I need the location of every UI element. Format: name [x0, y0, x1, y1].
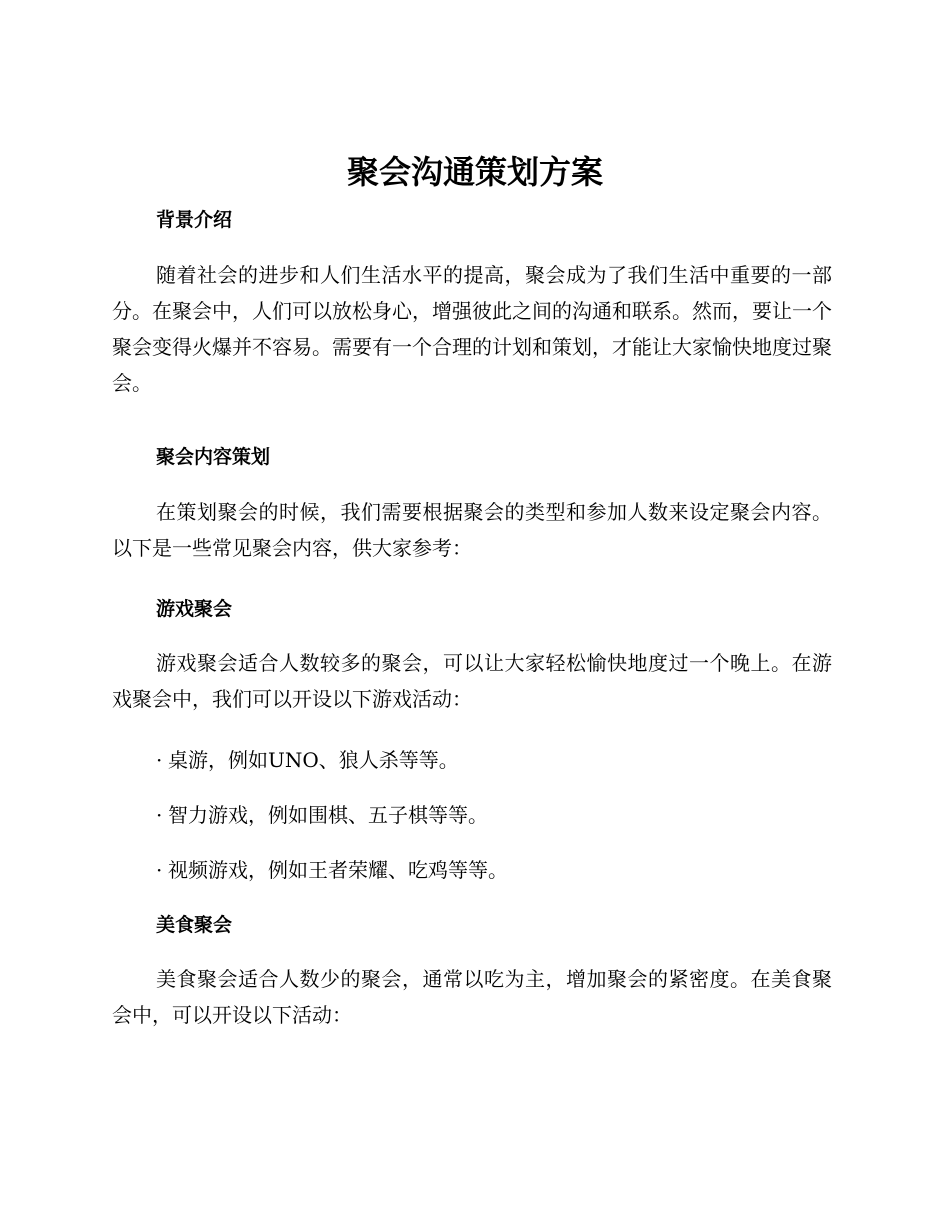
section-heading-game-party: 游戏聚会	[156, 598, 233, 620]
paragraph-game-party: 游戏聚会适合人数较多的聚会，可以让大家轻松愉快地度过一个晚上。在游戏聚会中，我们可以开设以下游戏活动：	[112, 651, 832, 711]
list-item	[156, 746, 459, 774]
list-item-text: 视频游戏，例如王者荣耀、吃鸡等等。	[168, 858, 508, 882]
list-item	[156, 801, 488, 829]
list-item-text: 智力游戏，例如围棋、五子棋等等。	[168, 803, 488, 827]
section-heading-content-planning: 聚会内容策划	[156, 446, 271, 468]
paragraph-food-party: 美食聚会适合人数少的聚会，通常以吃为主，增加聚会的紧密度。在美食聚会中，可以开设以下活动：	[112, 967, 832, 1027]
document-title: 聚会沟通策划方案	[346, 153, 603, 191]
paragraph-content-planning: 在策划聚会的时候，我们需要根据聚会的类型和参加人数来设定聚会内容。以下是一些常见聚会内容，供大家参考：	[112, 500, 832, 560]
section-heading-food-party: 美食聚会	[156, 914, 233, 936]
paragraph-background: 随着社会的进步和人们生活水平的提高，聚会成为了我们生活中重要的一部分。在聚会中，人们可以放松身心，增强彼此之间的沟通和联系。然而，要让一个聚会变得火爆并不容易。需要有一个合理的计划和策划，才能让大家愉快地度过聚会。	[112, 263, 832, 395]
list-item	[156, 856, 508, 884]
section-heading-background: 背景介绍	[156, 209, 233, 231]
list-item-text: 桌游，例如UNO、狼人杀等等。	[168, 748, 459, 772]
bullet-marker: ·	[156, 858, 163, 882]
bullet-marker: ·	[156, 748, 163, 772]
bullet-marker: ·	[156, 803, 163, 827]
